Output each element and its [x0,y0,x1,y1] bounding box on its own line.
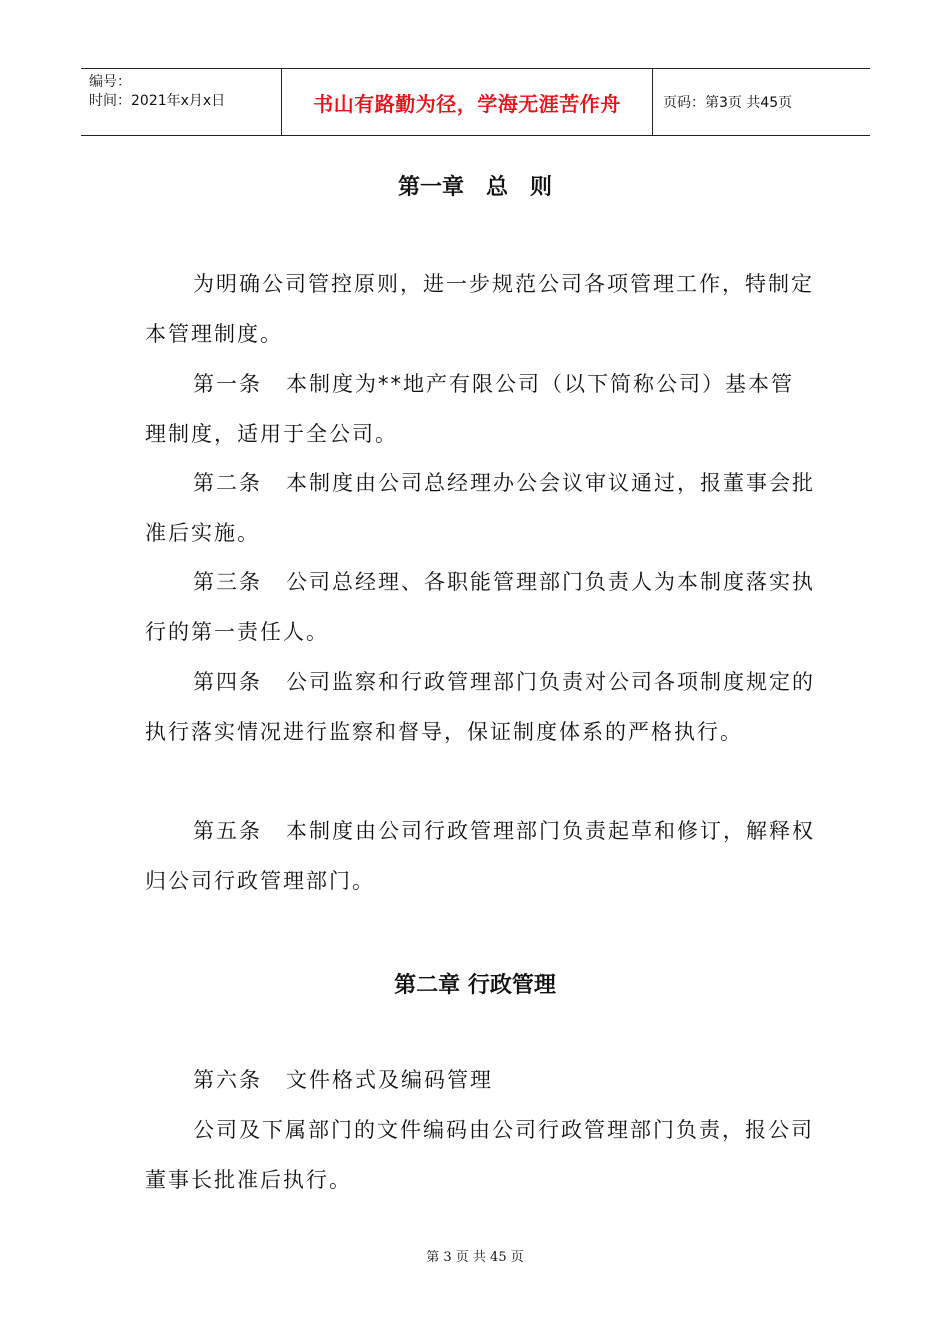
page-header [81,68,870,136]
article-text: 本制度为**地产有限公司（以下简称公司）基本管理制度，适用于全公司。 [145,372,794,446]
article-label: 第二条 [193,471,262,495]
chapter-1-intro: 为明确公司管控原则，进一步规范公司各项管理工作，特制定本管理制度。 [145,272,814,346]
article-6 [145,1055,815,1105]
article-label: 第三条 [193,570,262,594]
document-time-label: 时间：2021年x月x日 [89,93,226,109]
article-5 [145,806,815,906]
header-motto: 书山有路勤为径，学海无涯苦作舟 [282,69,653,135]
article-text: 公司监察和行政管理部门负责对公司各项制度规定的执行落实情况进行监察和督导，保证制度体系的严格执行。 [145,670,815,744]
article-1 [145,359,815,459]
article-4 [145,657,815,757]
article-label: 第一条 [193,372,262,396]
chapter-2-paragraph: 公司及下属部门的文件编码由公司行政管理部门负责，报公司董事长批准后执行。 [145,1118,814,1192]
header-meta [81,69,282,135]
chapter-2-title: 第二章 行政管理 [394,973,556,998]
header-page-info: 页码：第3页 共45页 [663,95,793,111]
chapter-1-title: 第一章 总 则 [397,175,552,200]
article-text: 本制度由公司总经理办公会议审议通过，报董事会批准后实施。 [145,471,815,545]
article-text: 文件格式及编码管理 [286,1068,493,1092]
article-3 [145,557,815,657]
document-number-label: 编号： [89,74,131,90]
article-label: 第四条 [193,670,262,694]
article-label: 第五条 [193,819,262,843]
article-text: 公司总经理、各职能管理部门负责人为本制度落实执行的第一责任人。 [145,570,815,644]
article-text: 本制度由公司行政管理部门负责起草和修订，解释权归公司行政管理部门。 [145,819,815,893]
article-2 [145,458,815,558]
article-label: 第六条 [193,1068,262,1092]
page-footer: 第 3 页 共 45 页 [426,1250,524,1265]
